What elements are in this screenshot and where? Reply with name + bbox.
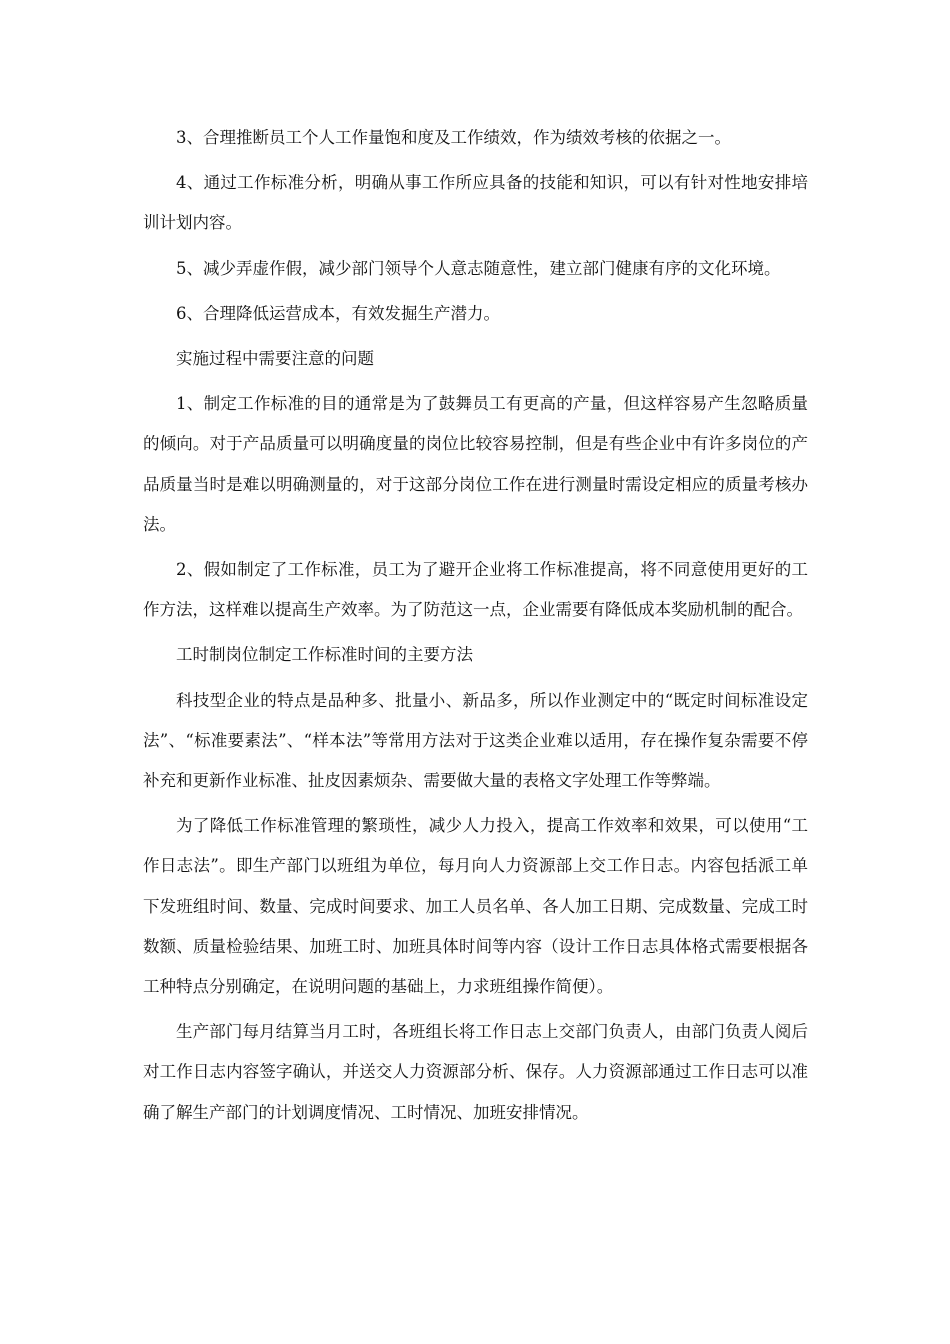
paragraph-monthly-settlement: 生产部门每月结算当月工时，各班组长将工作日志上交部门负责人，由部门负责人阅后对工作日志内容签字确认，并送交人力资源部分析、保存。人力资源部通过工作日志可以准确了解生产部门的计划调度情况、工时情况、加班安排情况。 xyxy=(143,1022,808,1122)
paragraph-tech-enterprise: 科技型企业的特点是品种多、批量小、新品多，所以作业测定中的“既定时间标准设定法”、“标准要素法”、“样本法”等常用方法对于这类企业难以适用，存在操作复杂需要不停补充和更新作业标准、扯皮因素烦杂、需要做大量的表格文字处理工作等弊端。 xyxy=(143,690,808,791)
section-heading-implementation-issues: 实施过程中需要注意的问题 xyxy=(176,349,374,369)
paragraph-item-4: 4、通过工作标准分析，明确从事工作所应具备的技能和知识，可以有针对性地安排培训计划内容。 xyxy=(143,173,808,233)
paragraph-issue-2: 2、假如制定了工作标准，员工为了避开企业将工作标准提高，将不同意使用更好的工作方法，这样难以提高生产效率。为了防范这一点，企业需要有降低成本奖励机制的配合。 xyxy=(143,560,808,620)
paragraph-item-3: 3、合理推断员工个人工作量饱和度及工作绩效，作为绩效考核的依据之一。 xyxy=(176,128,731,147)
paragraph-item-5: 5、减少弄虚作假，减少部门领导个人意志随意性，建立部门健康有序的文化环境。 xyxy=(176,258,781,278)
section-heading-main-methods: 工时制岗位制定工作标准时间的主要方法 xyxy=(176,645,473,665)
paragraph-work-log-method: 为了降低工作标准管理的繁琐性，减少人力投入，提高工作效率和效果，可以使用“工作日志法”。即生产部门以班组为单位，每月向人力资源部上交工作日志。内容包括派工单下发班组时间、数量、完成时间要求、加工人员名单、各人加工日期、完成数量、完成工时数额、质量检验结果、加班工时、加班具体时间等内容（设计工作日志具体格式需要根据各工种特点分别确定，在说明问题的基础上，力求班组操作简便）。 xyxy=(143,816,808,997)
paragraph-issue-1: 1、制定工作标准的目的通常是为了鼓舞员工有更高的产量，但这样容易产生忽略质量的倾向。对于产品质量可以明确度量的岗位比较容易控制，但是有些企业中有许多岗位的产品质量当时是难以明确测量的，对于这部分岗位工作在进行测量时需设定相应的质量考核办法。 xyxy=(143,394,808,534)
document-body xyxy=(143,118,808,1138)
paragraph-item-6: 6、合理降低运营成本，有效发掘生产潜力。 xyxy=(176,303,500,323)
